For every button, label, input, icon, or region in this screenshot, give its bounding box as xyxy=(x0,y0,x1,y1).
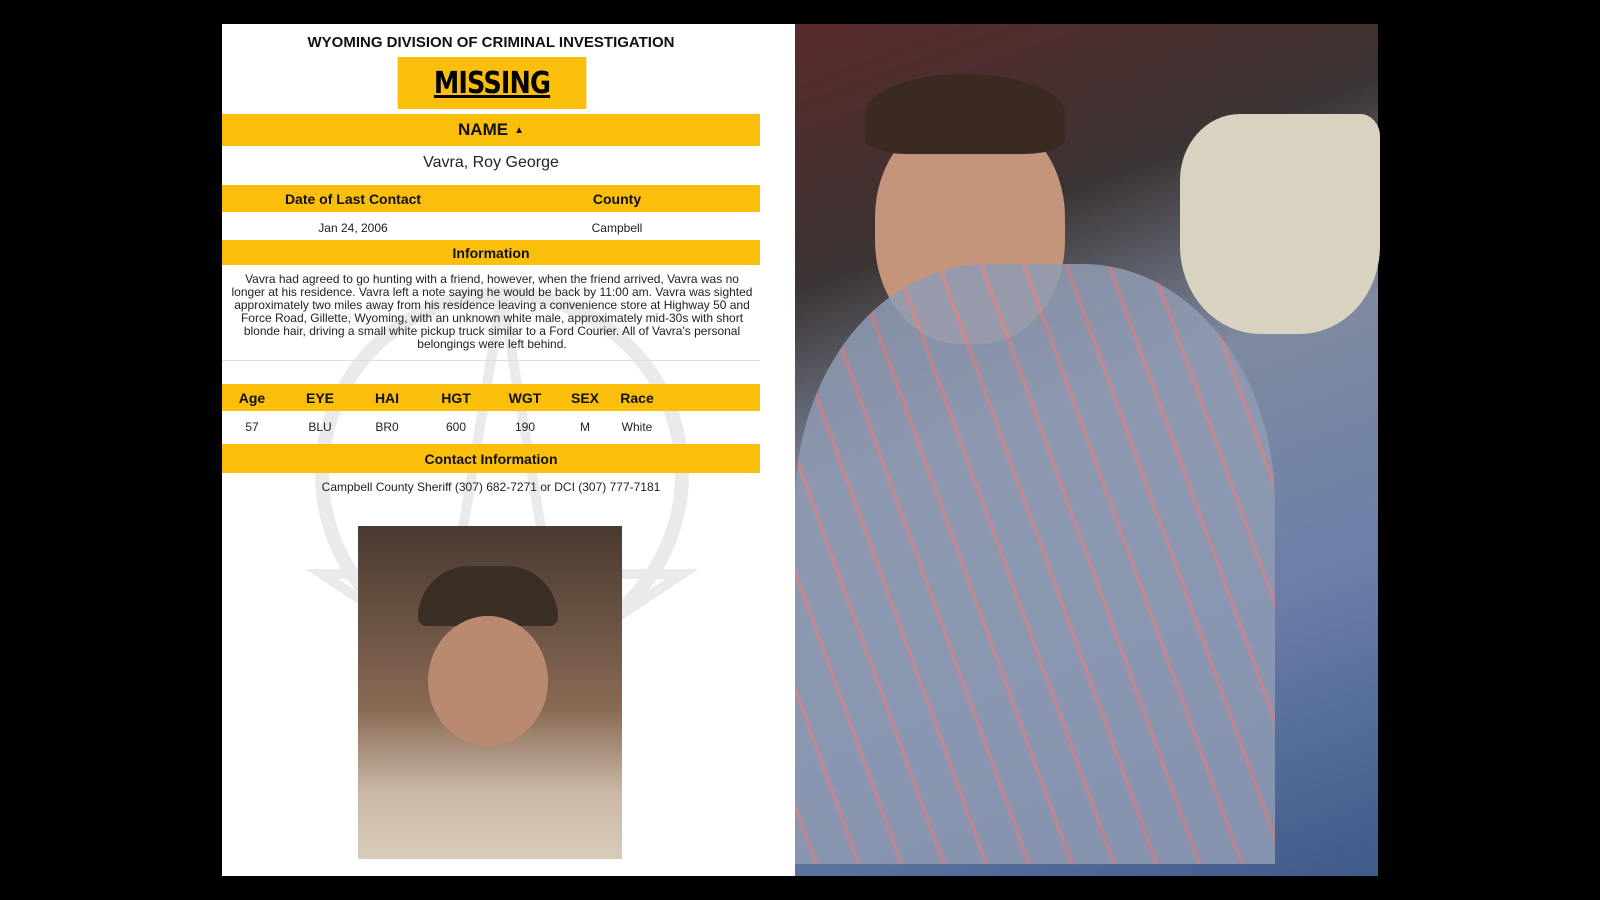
missing-poster xyxy=(222,24,795,876)
information-text: Vavra had agreed to go hunting with a friend, however, when the friend arrived, Vavra was no longer at his residence. Vavra left a note saying he would be back by 11:00 am. Vavra was sighted approximately two miles away from his residence leaving a convenience store at Highway 50 and Force Road, Gillette, Wyoming, with an unknown white male, approximately mid-30s with short blonde hair, driving a small white pickup truck similar to a Ford Courier. All of Vavra's personal belongings were left behind. xyxy=(231,272,753,351)
stat-value: BLU xyxy=(308,420,332,434)
sort-up-icon: ▲ xyxy=(514,124,524,136)
county-value: Campbell xyxy=(591,221,643,235)
stat-value: 57 xyxy=(245,420,259,434)
recent-photo xyxy=(358,526,622,859)
date-value: Jan 24, 2006 xyxy=(318,221,388,235)
date-label: Date of Last Contact xyxy=(284,190,422,207)
stat-header: WGT xyxy=(508,389,542,406)
stat-header: Race xyxy=(620,389,654,406)
stat-header: Age xyxy=(238,389,266,406)
stat-header: HGT xyxy=(441,389,471,406)
skull-shape xyxy=(1180,114,1380,334)
stat-header: EYE xyxy=(305,389,334,406)
stats-header xyxy=(222,384,760,411)
stat-value: M xyxy=(580,420,590,434)
name-header-label: NAME xyxy=(458,120,509,139)
stat-header: HAI xyxy=(374,389,400,406)
stat-value: 190 xyxy=(514,420,536,434)
agency-title: WYOMING DIVISION OF CRIMINAL INVESTIGATION xyxy=(307,34,675,51)
contact-text: Campbell County Sheriff (307) 682-7271 or DCI (307) 777-7181 xyxy=(321,480,661,494)
name-header[interactable] xyxy=(222,114,760,146)
hair-shape xyxy=(865,74,1065,154)
young-photo xyxy=(795,24,1378,876)
missing-banner: MISSING xyxy=(398,57,587,109)
contact-header-band xyxy=(222,185,760,212)
divider xyxy=(222,360,760,361)
face-shape xyxy=(428,616,548,746)
person-name: Vavra, Roy George xyxy=(423,154,559,171)
stat-header: SEX xyxy=(570,389,599,406)
stat-value: White xyxy=(621,420,653,434)
county-label: County xyxy=(592,190,642,207)
shirt-shape xyxy=(795,264,1275,864)
stat-value: BR0 xyxy=(375,420,399,434)
stat-value: 600 xyxy=(445,420,467,434)
information-header: Information xyxy=(222,240,760,265)
contact-information-header: Contact Information xyxy=(222,444,760,473)
